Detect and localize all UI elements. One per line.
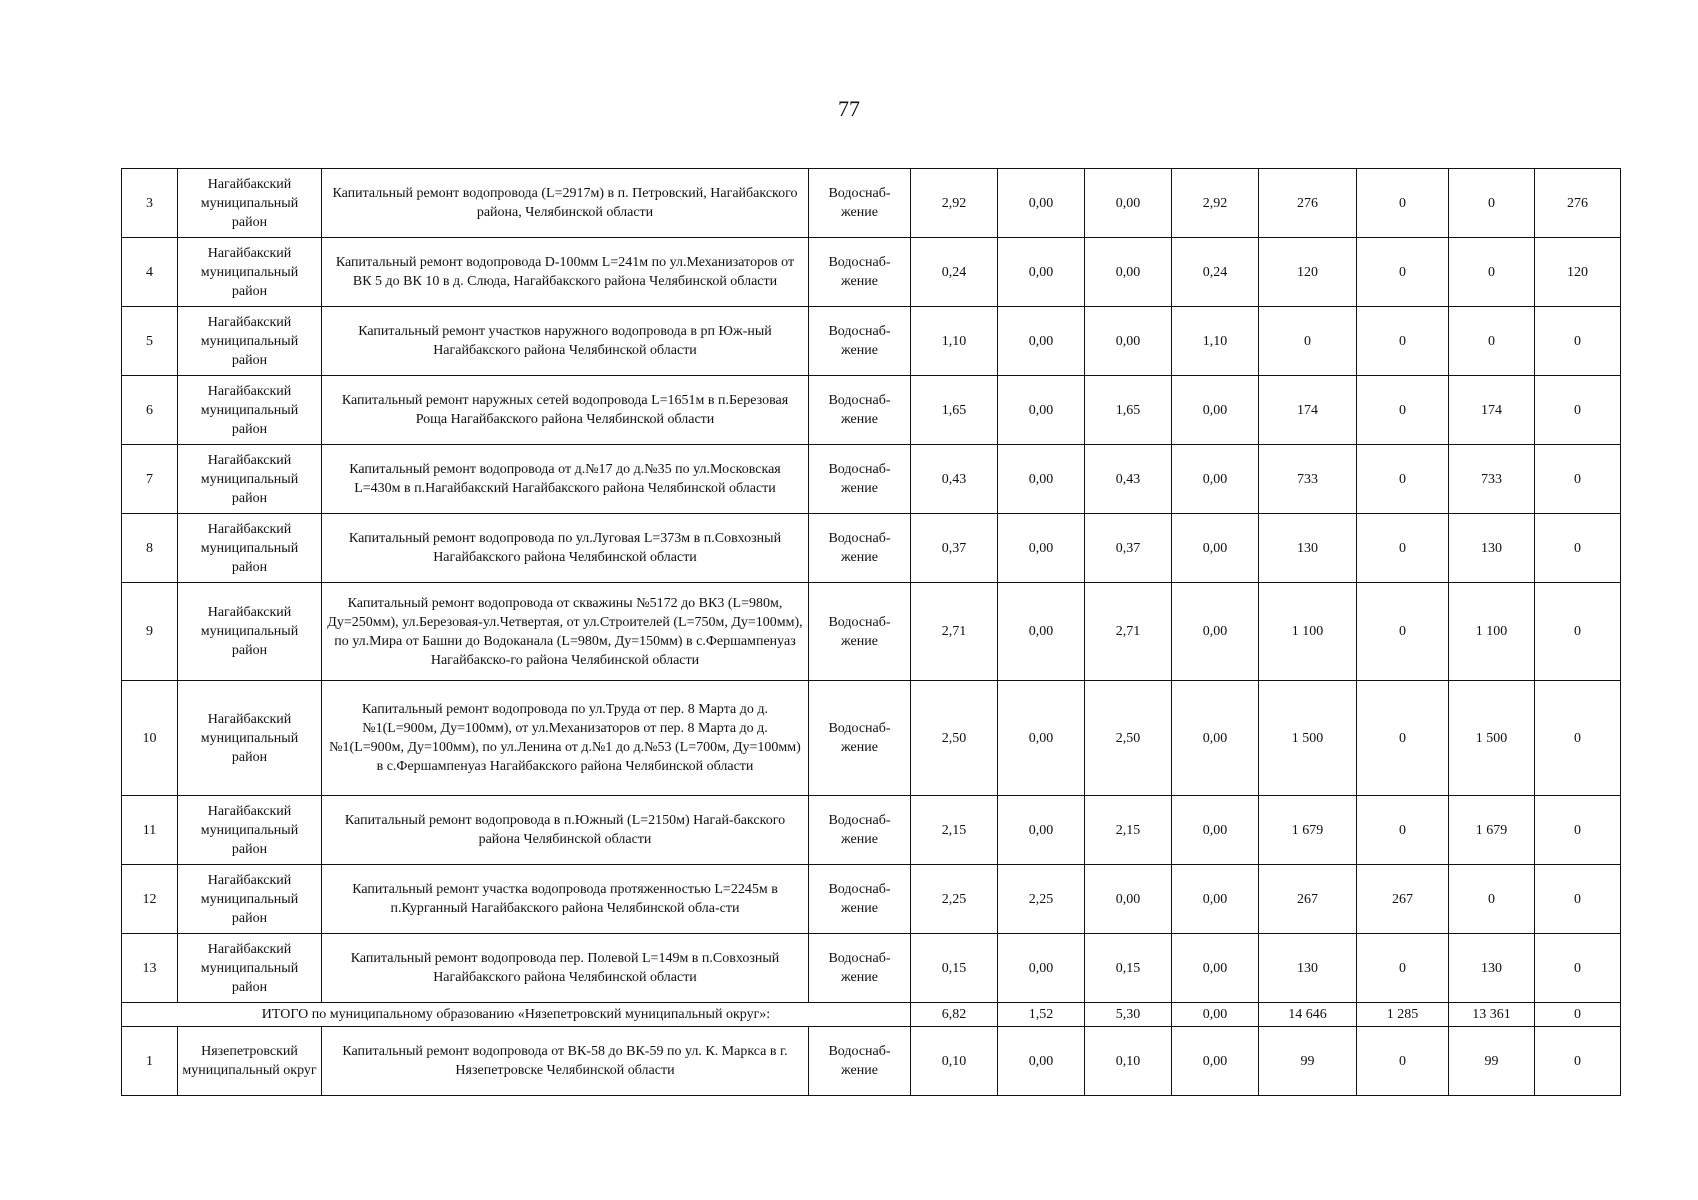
cell-c8: 0: [1535, 934, 1621, 1003]
table-body: [122, 169, 1621, 1096]
cell-c2: 2,25: [998, 865, 1085, 934]
cell-type: Водоснаб-жение: [809, 307, 911, 376]
cell-c4: 0,00: [1172, 1003, 1259, 1027]
cell-c5: 174: [1259, 376, 1357, 445]
cell-description: Капитальный ремонт водопровода по ул.Труда от пер. 8 Марта до д. №1(L=900м, Ду=100мм), от ул.Механизаторов от пер. 8 Марта до д. №1(L=900м, Ду=100мм), по ул.Ленина от д.№1 до д.№53 (L=700м, Ду=100мм) в с.Фершампенуаз Нагайбакского района Челябинской области: [322, 681, 809, 796]
cell-c2: 0,00: [998, 307, 1085, 376]
table-row: [122, 307, 1621, 376]
cell-c8: 0: [1535, 514, 1621, 583]
cell-description: Капитальный ремонт водопровода в п.Южный (L=2150м) Нагай-бакского района Челябинской области: [322, 796, 809, 865]
cell-c2: 0,00: [998, 376, 1085, 445]
cell-number: 4: [122, 238, 178, 307]
cell-c4: 0,00: [1172, 445, 1259, 514]
cell-c5: 14 646: [1259, 1003, 1357, 1027]
cell-description: Капитальный ремонт водопровода от скважины №5172 до ВК3 (L=980м, Ду=250мм), ул.Березовая-ул.Четвертая, от ул.Строителей (L=750м, Ду=100мм), по ул.Мира от Башни до Водоканала (L=980м, Ду=150мм) в с.Фершампенуаз Нагайбакско-го района Челябинской области: [322, 583, 809, 681]
cell-number: 12: [122, 865, 178, 934]
cell-number: 5: [122, 307, 178, 376]
cell-c5: 130: [1259, 514, 1357, 583]
cell-c5: 733: [1259, 445, 1357, 514]
cell-type: Водоснаб-жение: [809, 514, 911, 583]
table-row: [122, 445, 1621, 514]
cell-c1: 1,65: [911, 376, 998, 445]
cell-c3: 2,15: [1085, 796, 1172, 865]
table-row: [122, 865, 1621, 934]
cell-number: 11: [122, 796, 178, 865]
cell-district: Нагайбакский муниципальный район: [178, 865, 322, 934]
cell-c8: 0: [1535, 307, 1621, 376]
cell-type: Водоснаб-жение: [809, 169, 911, 238]
cell-c5: 99: [1259, 1027, 1357, 1096]
cell-c8: 0: [1535, 865, 1621, 934]
cell-c4: 1,10: [1172, 307, 1259, 376]
cell-c1: 2,92: [911, 169, 998, 238]
cell-c6: 0: [1357, 307, 1449, 376]
page-number: 77: [838, 96, 860, 121]
cell-description: Капитальный ремонт водопровода от ВК-58 до ВК-59 по ул. К. Маркса в г. Нязепетровске Челябинской области: [322, 1027, 809, 1096]
cell-type: Водоснаб-жение: [809, 1027, 911, 1096]
cell-c7: 0: [1449, 238, 1535, 307]
cell-c5: 1 500: [1259, 681, 1357, 796]
cell-c7: 1 500: [1449, 681, 1535, 796]
cell-number: 7: [122, 445, 178, 514]
cell-c7: 0: [1449, 865, 1535, 934]
cell-c5: 267: [1259, 865, 1357, 934]
cell-type: Водоснаб-жение: [809, 445, 911, 514]
cell-description: Капитальный ремонт участков наружного водопровода в рп Юж-ный Нагайбакского района Челябинской области: [322, 307, 809, 376]
cell-c7: 0: [1449, 169, 1535, 238]
cell-type: Водоснаб-жение: [809, 238, 911, 307]
cell-c6: 0: [1357, 681, 1449, 796]
cell-c1: 2,15: [911, 796, 998, 865]
cell-c8: 0: [1535, 796, 1621, 865]
cell-c6: 0: [1357, 934, 1449, 1003]
cell-c2: 0,00: [998, 681, 1085, 796]
cell-c7: 13 361: [1449, 1003, 1535, 1027]
cell-c6: 0: [1357, 583, 1449, 681]
cell-district: Нагайбакский муниципальный район: [178, 934, 322, 1003]
cell-c8: 0: [1535, 583, 1621, 681]
cell-c4: 2,92: [1172, 169, 1259, 238]
table-row: [122, 376, 1621, 445]
cell-c4: 0,00: [1172, 583, 1259, 681]
cell-c2: 0,00: [998, 1027, 1085, 1096]
cell-description: Капитальный ремонт водопровода D-100мм L=241м по ул.Механизаторов от ВК 5 до ВК 10 в д. Слюда, Нагайбакского района Челябинской области: [322, 238, 809, 307]
cell-c4: 0,00: [1172, 865, 1259, 934]
cell-c4: 0,00: [1172, 1027, 1259, 1096]
cell-c8: 0: [1535, 1027, 1621, 1096]
cell-c6: 267: [1357, 865, 1449, 934]
cell-c8: 0: [1535, 376, 1621, 445]
cell-number: 13: [122, 934, 178, 1003]
cell-c6: 0: [1357, 238, 1449, 307]
cell-c4: 0,00: [1172, 681, 1259, 796]
cell-description: Капитальный ремонт наружных сетей водопровода L=1651м в п.Березовая Роща Нагайбакского района Челябинской области: [322, 376, 809, 445]
cell-c6: 0: [1357, 169, 1449, 238]
cell-type: Водоснаб-жение: [809, 583, 911, 681]
cell-district: Нагайбакский муниципальный район: [178, 583, 322, 681]
cell-c3: 0,00: [1085, 238, 1172, 307]
cell-c5: 1 679: [1259, 796, 1357, 865]
cell-type: Водоснаб-жение: [809, 865, 911, 934]
cell-type: Водоснаб-жение: [809, 796, 911, 865]
cell-c1: 0,43: [911, 445, 998, 514]
table-row: [122, 796, 1621, 865]
cell-c8: 120: [1535, 238, 1621, 307]
cell-c2: 0,00: [998, 445, 1085, 514]
table-row: [122, 238, 1621, 307]
table-row: [122, 934, 1621, 1003]
cell-number: 6: [122, 376, 178, 445]
cell-c1: 2,25: [911, 865, 998, 934]
cell-description: Капитальный ремонт водопровода пер. Полевой L=149м в п.Совхозный Нагайбакского района Челябинской области: [322, 934, 809, 1003]
cell-c6: 0: [1357, 514, 1449, 583]
cell-c8: 276: [1535, 169, 1621, 238]
cell-c4: 0,00: [1172, 514, 1259, 583]
cell-c2: 0,00: [998, 238, 1085, 307]
cell-c6: 0: [1357, 796, 1449, 865]
cell-c8: 0: [1535, 1003, 1621, 1027]
cell-c5: 276: [1259, 169, 1357, 238]
cell-c8: 0: [1535, 445, 1621, 514]
cell-c3: 2,50: [1085, 681, 1172, 796]
cell-c2: 0,00: [998, 934, 1085, 1003]
cell-c5: 1 100: [1259, 583, 1357, 681]
cell-c3: 0,00: [1085, 865, 1172, 934]
cell-c3: 0,43: [1085, 445, 1172, 514]
cell-c3: 1,65: [1085, 376, 1172, 445]
cell-c2: 0,00: [998, 583, 1085, 681]
cell-c4: 0,00: [1172, 796, 1259, 865]
cell-c5: 0: [1259, 307, 1357, 376]
table-row: [122, 1027, 1621, 1096]
cell-c1: 6,82: [911, 1003, 998, 1027]
table-row: [122, 514, 1621, 583]
cell-c3: 0,37: [1085, 514, 1172, 583]
cell-c3: 0,10: [1085, 1027, 1172, 1096]
cell-type: Водоснаб-жение: [809, 376, 911, 445]
cell-c8: 0: [1535, 681, 1621, 796]
cell-c6: 1 285: [1357, 1003, 1449, 1027]
cell-c1: 2,50: [911, 681, 998, 796]
total-label: ИТОГО по муниципальному образованию «Нязепетровский муниципальный округ»:: [122, 1003, 911, 1027]
table-row: [122, 583, 1621, 681]
works-table: [121, 168, 1621, 1096]
total-row: [122, 1003, 1621, 1027]
cell-number: 8: [122, 514, 178, 583]
cell-c7: 1 100: [1449, 583, 1535, 681]
cell-description: Капитальный ремонт водопровода (L=2917м) в п. Петровский, Нагайбакского района, Челябинской области: [322, 169, 809, 238]
cell-description: Капитальный ремонт водопровода от д.№17 до д.№35 по ул.Московская L=430м в п.Нагайбакский Нагайбакского района Челябинской области: [322, 445, 809, 514]
cell-district: Нагайбакский муниципальный район: [178, 796, 322, 865]
cell-c3: 5,30: [1085, 1003, 1172, 1027]
cell-district: Нагайбакский муниципальный район: [178, 376, 322, 445]
cell-c6: 0: [1357, 1027, 1449, 1096]
cell-c7: 0: [1449, 307, 1535, 376]
cell-c7: 130: [1449, 514, 1535, 583]
cell-district: Нагайбакский муниципальный район: [178, 445, 322, 514]
cell-c1: 0,10: [911, 1027, 998, 1096]
cell-c3: 0,00: [1085, 169, 1172, 238]
cell-district: Нязепетровский муниципальный округ: [178, 1027, 322, 1096]
cell-c5: 120: [1259, 238, 1357, 307]
cell-number: 3: [122, 169, 178, 238]
cell-c3: 2,71: [1085, 583, 1172, 681]
cell-number: 10: [122, 681, 178, 796]
cell-c4: 0,00: [1172, 376, 1259, 445]
cell-c2: 0,00: [998, 169, 1085, 238]
cell-c7: 99: [1449, 1027, 1535, 1096]
cell-c3: 0,00: [1085, 307, 1172, 376]
cell-c3: 0,15: [1085, 934, 1172, 1003]
cell-district: Нагайбакский муниципальный район: [178, 514, 322, 583]
cell-type: Водоснаб-жение: [809, 681, 911, 796]
cell-c6: 0: [1357, 376, 1449, 445]
cell-description: Капитальный ремонт участка водопровода протяженностью L=2245м в п.Курганный Нагайбакского района Челябинской обла-сти: [322, 865, 809, 934]
cell-c1: 0,15: [911, 934, 998, 1003]
cell-c5: 130: [1259, 934, 1357, 1003]
cell-district: Нагайбакский муниципальный район: [178, 238, 322, 307]
cell-c1: 2,71: [911, 583, 998, 681]
cell-c7: 174: [1449, 376, 1535, 445]
cell-number: 1: [122, 1027, 178, 1096]
cell-type: Водоснаб-жение: [809, 934, 911, 1003]
cell-c7: 733: [1449, 445, 1535, 514]
cell-c2: 1,52: [998, 1003, 1085, 1027]
cell-c1: 0,24: [911, 238, 998, 307]
cell-c1: 1,10: [911, 307, 998, 376]
table-row: [122, 681, 1621, 796]
cell-c4: 0,00: [1172, 934, 1259, 1003]
cell-c2: 0,00: [998, 514, 1085, 583]
cell-c4: 0,24: [1172, 238, 1259, 307]
table-row: [122, 169, 1621, 238]
cell-c7: 1 679: [1449, 796, 1535, 865]
cell-c2: 0,00: [998, 796, 1085, 865]
cell-district: Нагайбакский муниципальный район: [178, 169, 322, 238]
cell-c6: 0: [1357, 445, 1449, 514]
cell-description: Капитальный ремонт водопровода по ул.Луговая L=373м в п.Совхозный Нагайбакского района Челябинской области: [322, 514, 809, 583]
cell-district: Нагайбакский муниципальный район: [178, 681, 322, 796]
cell-c7: 130: [1449, 934, 1535, 1003]
cell-c1: 0,37: [911, 514, 998, 583]
cell-district: Нагайбакский муниципальный район: [178, 307, 322, 376]
cell-number: 9: [122, 583, 178, 681]
